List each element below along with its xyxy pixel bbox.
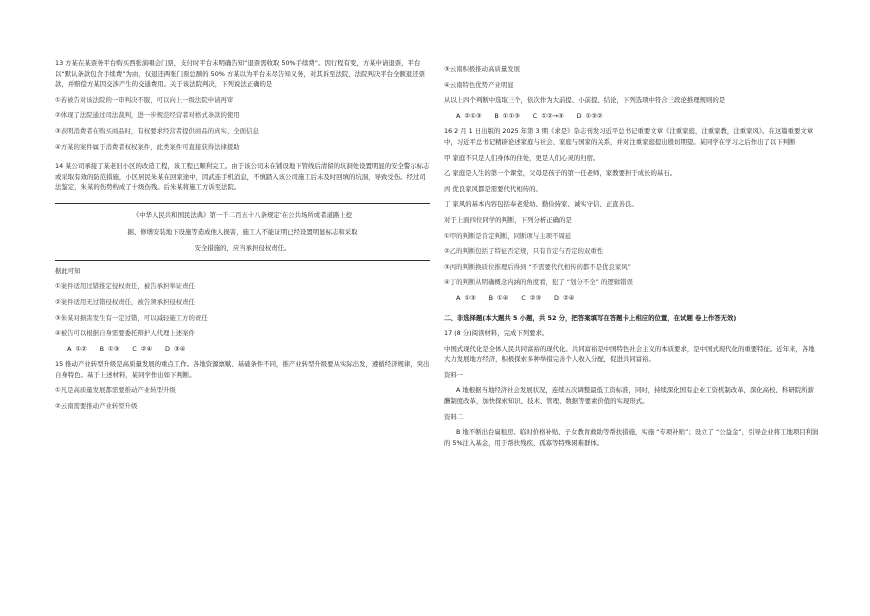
q16-judgment-bing: 丙 优良家风都是需要代代相传的。 [444,184,542,193]
q14-option-3: ③朱某对损害发生有一定过错，可以减轻施工方的责任 [55,313,208,322]
q14-prompt: 据此可知 [55,266,81,275]
q16-judgment-ding: 丁 家风的基本内容包括奉老爱幼、勤俭持家、诚实守信、正直善良。 [444,200,638,209]
q16-option-2: ②乙的判断包括了特征否定规，只有肯定与否定的双重性 [444,247,604,256]
q16-prompt: 对于上面四位同学的判断，下列分析正确的是 [444,215,572,224]
q14-option-4: ④被告可以根据自身需要委托辩护人代理上述案件 [55,329,195,338]
material-1-text: A 地根据当地经济社会发展状况，连续五次调整最低工资标准，同时，持续深化国有企业工资机制改革，深化高校、科研院所薪酬制度改革，加快探索知识、技术、管理、数据等要素价值的实现形式。 [444,386,814,406]
q15-option-3: ③云南积极推动高质量发展 [444,65,521,73]
q13-stem: 13 方某在某票务平台购买西张演唱会门票，支付时平台未明确告知“退票需收取 50%手续费”。因行程有变，方某申请退票，平台以“默认条款包含手续费”为由，仅退还两张门票总额的 50% 方某以为平台未尽告知义务，对其诉至法院，法院判决平台全额退还票款，并赔偿方某因交涉产生的交通费用。关于该法院判决，下列说法正确的是 [55,59,425,89]
q15-prompt: 从以上四个判断中选取三个，依次作为大前提、小前提、结论，下列选项中符合三段论推理规则的是 [444,96,726,105]
q16-option-4: ④丁的判断从明确概念内涵的角度看，犯了 “划分不全” 的逻辑错误 [444,278,633,287]
q16-stem: 16 2 月 1 日出版的 2025 年第 3 期《求是》杂志刊发习近平总书记重要文章《注重家庭，注重家教，注重家风》。在这篇重要文章中，习近平总书记精辟论述家庭与社会、家庭与国家的关系，并对注重家庭提出殷切期望。某同学在学习之后作出了以下判断 [444,127,814,146]
q14-answer-choices: A ①② B ①③ C ②④ D ③④ [67,344,186,353]
q14-option-2: ②案件适用无过错侵权责任，被告须承担侵权责任 [55,297,195,306]
section-2-heading: 二、非选择题(本大题共 5 小题，共 52 分，把答案填写在答题卡上相应的位置，在试题 卷上作答无效) [444,313,737,322]
q14-stem: 14 某公司承接了某老旧小区的改造工程，该工程已顺利完工。由于该公司未在铺设地下管线后清留的坑洞处设置明显的安全警示标志或采取有效的防范措施，小区居民朱某在回家途中，因武连手机消息，不慎踏入该公司施工后未及时回填的坑洞，导致受伤。经过司法鉴定，朱某的伤势构成了十级伤残。后朱某将施工方诉至法院。 [55,162,430,192]
q15-option-4: ④云南特色优势产业明显 [444,80,514,89]
law-quote-line-2: 掘、修缮安装地下设施等造成他人损害，施工人不能证明已经设置明显标志和采取 [127,227,358,236]
material-2-title: 资料二 [444,412,464,421]
q17-intro: 中国式现代化是全体人民共同富裕的现代化。共同富裕是中国特色社会主义的本质要求，是中国式现代化的重要特征。近年来，各地大力发展地方经济，积极探索多种举措完善个人收入分配，促进共同富裕。 [444,344,815,364]
law-quote-line-1: 《中华人民共和国民法典》第一千二百五十八条规定‘在公共场所或者道路上挖 [132,210,353,219]
q15-answer-choices: A ②①③ B ①①③ C ①②→③ D ①③② [456,111,603,120]
q16-option-1: ①甲的判断是肯定判断，同断项与主项不周延 [444,231,572,240]
q14-option-1: ①案件适用过错推定侵权责任，被告承担举证责任 [55,282,195,291]
q15-option-1: ①凡是高质量发展都需要推动产业转型升级 [55,386,176,395]
q16-answer-choices: A ①③ B ①④ C ②③ D ②④ [456,293,575,302]
q13-option-4: ④方某的案件属于消费者权权案件，此类案件可直接获得法律援助 [55,142,240,151]
material-1-title: 资料一 [444,370,464,379]
q15-stem: 15 推动产业转型升级是高质量发展的重点工作。各地资源禀赋、基础条件不同，推产业转型升级要从实际出发，遵循经济规律，突出自身特色。基于上述材料，某同学作出如下判断。 [55,360,430,379]
law-quote-line-3: 安全措施的，应当承担侵权责任。 [194,244,291,253]
q13-option-3: ③表明消费者在购买商品时，有权要求经营者提供商品的真实、全面信息 [55,126,259,135]
q16-option-3: ③丙的判断换质位推理后得到 “不需要代代相传的都不是优良家风” [444,262,631,271]
law-quote-box [55,203,430,261]
left-column [55,58,430,412]
right-column [444,64,819,448]
q15-option-2: ②云南需要推动产业转型升级 [55,402,138,411]
material-2-text: B 地不断出台扁租房、临时价格补贴、子女教育救助等帮扶措施，实施 “专项补贴”；设立了 “公益金”，引导企业将工地项目利润的 5%注入基金，用于帮扶残疾、孤寡等特殊困难群体。 [444,428,819,447]
q13-option-1: ①若被告对该法院的一审判决不服，可以向上一级法院申请再审 [55,95,234,104]
q16-judgment-yi: 乙 家庭是人生的第一个课堂，父母是孩子的第一任老师，家教要担于成长的基石。 [444,169,677,178]
q17-stem: 17 (8 分)阅读材料，完成下列要求。 [444,329,549,338]
q16-judgment-jia: 甲 家庭不只是人们身体的住处，更是人们心灵的归宿。 [444,153,600,162]
q13-option-2: ②体现了法院通过司法裁判，进一步规范经营者对格式条款的使用 [55,111,240,120]
